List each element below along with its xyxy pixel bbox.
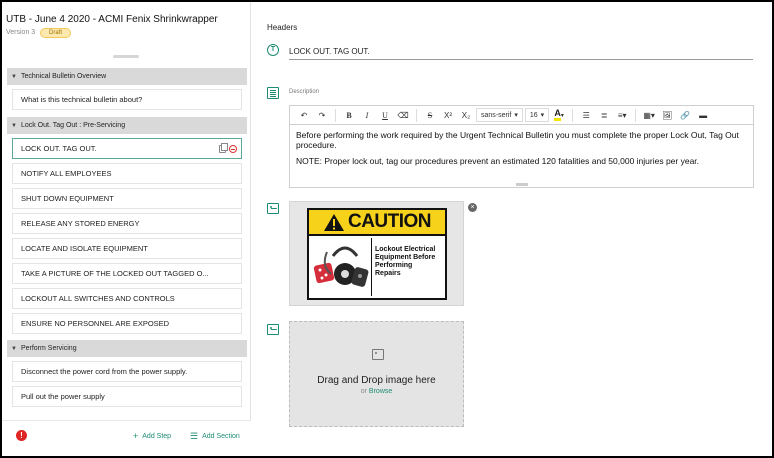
image-block-icon xyxy=(267,203,279,214)
caution-text xyxy=(372,238,445,296)
editor-paragraph: NOTE: Proper lock out, tag our procedures prevent an estimated 120 fatalities and 50,000 injuries per year. xyxy=(296,156,700,166)
toolbar-divider xyxy=(572,109,573,122)
superscript-icon[interactable]: X² xyxy=(444,110,452,120)
browse-link[interactable]: Browse xyxy=(368,388,393,395)
caution-line: Repairs xyxy=(375,270,401,277)
list-add-icon: ☰ xyxy=(190,431,199,441)
caution-line: Performing xyxy=(375,262,413,269)
caution-line: Lockout Electrical xyxy=(375,246,436,253)
section-title: Perform Servicing xyxy=(20,345,77,352)
align-icon[interactable]: ≡▾ xyxy=(617,110,627,120)
description-label: Description xyxy=(289,89,320,95)
image-block-icon xyxy=(267,324,279,335)
font-family-value: sans-serif xyxy=(481,111,512,119)
caution-heading: CAUTION xyxy=(347,211,432,232)
step-label: LOCK OUT. TAG OUT. xyxy=(21,144,97,153)
image-icon[interactable]: 🖼 xyxy=(662,110,673,120)
underline-icon[interactable]: U xyxy=(382,110,388,120)
outline-list xyxy=(7,68,247,418)
plus-icon: + xyxy=(133,431,139,441)
editor-toolbar xyxy=(290,106,753,125)
step-label: What is this technical bulletin about? xyxy=(21,95,143,104)
redo-icon[interactable]: ↷ xyxy=(318,110,326,120)
image-card[interactable] xyxy=(289,201,464,306)
padlock-illustration xyxy=(309,238,372,296)
section-title: Technical Bulletin Overview xyxy=(20,73,107,80)
eraser-icon[interactable]: ⌫ xyxy=(397,110,409,120)
editor-resize-handle[interactable] xyxy=(516,183,528,186)
dropzone-subtitle xyxy=(290,388,463,395)
image-placeholder-icon xyxy=(372,349,384,360)
text-type-icon: T xyxy=(267,44,279,56)
bullet-list-icon[interactable]: ☰ xyxy=(582,110,590,120)
caret-down-icon[interactable]: ▼ xyxy=(11,122,17,129)
caution-line: Equipment Before xyxy=(375,254,436,261)
step-item[interactable] xyxy=(12,288,242,309)
font-size-value: 16 xyxy=(529,111,538,119)
italic-icon[interactable]: I xyxy=(365,110,369,120)
step-label: Disconnect the power cord from the power supply. xyxy=(21,367,188,376)
step-label: LOCATE AND ISOLATE EQUIPMENT xyxy=(21,244,148,253)
step-item[interactable] xyxy=(12,163,242,184)
error-icon[interactable]: ! xyxy=(16,430,27,441)
toolbar-divider xyxy=(335,109,336,122)
remove-icon[interactable] xyxy=(229,145,237,153)
caret-down-icon[interactable]: ▼ xyxy=(11,73,17,80)
caution-sign-image xyxy=(307,208,447,300)
subscript-icon[interactable]: X₂ xyxy=(461,110,471,120)
step-item[interactable] xyxy=(12,238,242,259)
add-step-button[interactable] xyxy=(133,431,171,441)
step-label: NOTIFY ALL EMPLOYEES xyxy=(21,169,112,178)
font-size-select[interactable] xyxy=(525,108,549,122)
add-section-button[interactable] xyxy=(190,431,240,442)
header-input[interactable] xyxy=(289,43,753,60)
section-title: Lock Out. Tag Out : Pre-Servicing xyxy=(20,122,126,129)
table-icon[interactable]: ▦▾ xyxy=(643,110,655,120)
numbered-list-icon[interactable]: ≣ xyxy=(600,110,608,120)
section-header[interactable] xyxy=(7,68,247,85)
step-editor-panel xyxy=(252,2,770,454)
outline-panel xyxy=(2,2,251,454)
link-icon[interactable]: 🔗 xyxy=(680,110,691,120)
panel-drag-handle[interactable] xyxy=(113,55,139,58)
step-label: RELEASE ANY STORED ENERGY xyxy=(21,219,140,228)
image-dropzone[interactable] xyxy=(289,321,464,427)
caret-down-icon[interactable]: ▼ xyxy=(11,345,17,352)
outline-footer xyxy=(2,420,251,454)
dropzone-or: or xyxy=(360,388,367,395)
video-icon[interactable]: ▬ xyxy=(699,110,708,120)
document-version: Version 3 xyxy=(6,29,36,36)
step-item[interactable] xyxy=(12,213,242,234)
add-step-label: Add Step xyxy=(142,432,172,440)
bold-icon[interactable]: B xyxy=(346,110,352,120)
step-item[interactable] xyxy=(12,263,242,284)
duplicate-icon[interactable] xyxy=(219,145,226,153)
step-label: Pull out the power supply xyxy=(21,392,105,401)
editor-content[interactable] xyxy=(290,125,753,177)
section-header[interactable] xyxy=(7,117,247,134)
toolbar-divider xyxy=(416,109,417,122)
undo-icon[interactable]: ↶ xyxy=(300,110,308,120)
step-item[interactable] xyxy=(12,386,242,407)
step-label: TAKE A PICTURE OF THE LOCKED OUT TAGGED O... xyxy=(21,269,209,278)
section-header[interactable] xyxy=(7,340,247,357)
font-family-select[interactable] xyxy=(476,108,523,122)
headers-label: Headers xyxy=(267,23,298,32)
step-item[interactable] xyxy=(12,188,242,209)
status-badge: Draft xyxy=(40,28,71,38)
step-label: LOCKOUT ALL SWITCHES AND CONTROLS xyxy=(21,294,175,303)
step-item-selected[interactable] xyxy=(12,138,242,159)
close-icon[interactable]: × xyxy=(468,203,477,212)
description-icon xyxy=(267,87,279,99)
step-item[interactable] xyxy=(12,313,242,334)
chevron-down-icon: ▾ xyxy=(514,112,518,119)
highlight-color-icon[interactable]: A ▾ xyxy=(551,108,567,122)
strikethrough-icon[interactable]: S xyxy=(427,110,433,120)
warning-triangle-icon xyxy=(323,213,345,232)
dropzone-title: Drag and Drop image here xyxy=(317,375,436,386)
editor-paragraph: Before performing the work required by the Urgent Technical Bulletin you must complete the proper Lock Out, Tag Out procedure. xyxy=(296,130,739,150)
step-item[interactable] xyxy=(12,89,242,110)
step-label: ENSURE NO PERSONNEL ARE EXPOSED xyxy=(21,319,170,328)
toolbar-divider xyxy=(635,109,636,122)
rich-text-editor[interactable] xyxy=(289,105,754,188)
chevron-down-icon: ▾ xyxy=(540,112,545,119)
document-title: UTB - June 4 2020 - ACMI Fenix Shrinkwrapper xyxy=(6,14,218,25)
step-item[interactable] xyxy=(12,361,242,382)
add-section-label: Add Section xyxy=(202,433,240,440)
step-label: SHUT DOWN EQUIPMENT xyxy=(21,194,114,203)
caution-banner xyxy=(309,210,445,236)
